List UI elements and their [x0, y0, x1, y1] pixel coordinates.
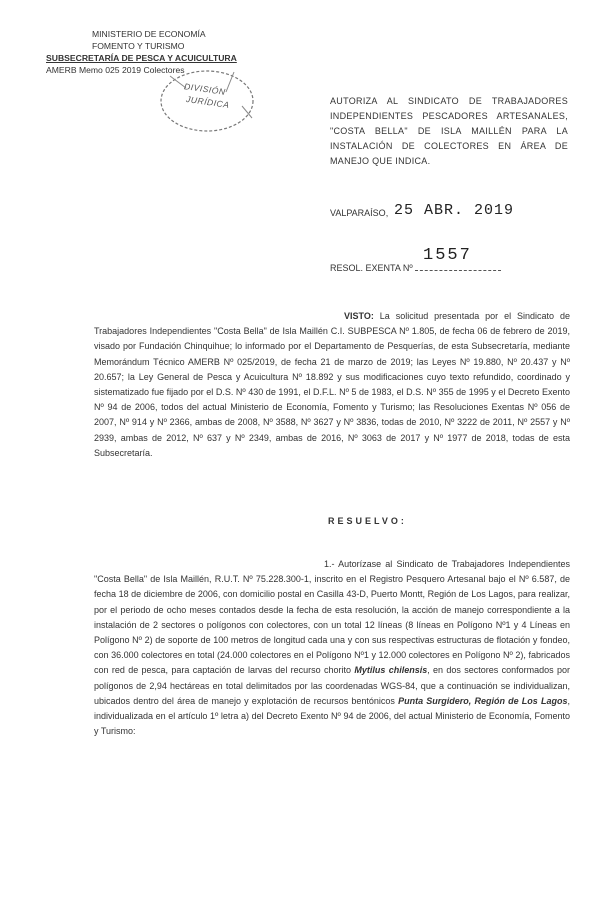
resolution-label: RESOL. EXENTA Nº: [330, 263, 413, 273]
species-name: Mytilus chilensis: [354, 665, 428, 676]
place-label: VALPARAÍSO,: [330, 208, 389, 218]
subsecretaria-name: SUBSECRETARÍA DE PESCA Y ACUICULTURA: [46, 53, 237, 63]
ministry-subname: FOMENTO Y TURISMO: [92, 41, 185, 51]
division-juridica-stamp: [156, 66, 258, 136]
memo-reference: AMERB Memo 025 2019 Colectores: [46, 65, 185, 75]
resolution-summary: AUTORIZA AL SINDICATO DE TRABAJADORES INDEPENDIENTES PESCADORES ARTESANALES, "COSTA BELLA" DE ISLA MAILLÉN PARA LA INSTALACIÓN DE COLECTORES EN ÁREA DE MANEJO QUE INDICA.: [330, 96, 568, 166]
management-area-name: Punta Surgidero, Región de Los Lagos: [398, 695, 568, 706]
visto-label: VISTO:: [344, 311, 374, 321]
article-1-paragraph: [94, 557, 570, 739]
article-1-text-c: , individualizada en el artículo 1º letra a) del Decreto Exento Nº 94 de 2006, del actual Ministerio de Economía, Fomento y Turismo:: [94, 695, 570, 737]
visto-paragraph: [94, 309, 570, 461]
visto-text: La solicitud presentada por el Sindicato de Trabajadores Independientes "Costa Bella" de Isla Maillén C.I. SUBPESCA Nº 1.805, de fecha 06 de febrero de 2019, visado por Fundación Chinquihue; lo informado por el Departamento de Pesquerías, de esta Subsecretaría, mediante Memorándum Técnico AMERB Nº 025/2019, de fecha 21 de marzo de 2019; las Leyes Nº 19.880, Nº 20.437 y Nº 20.657; la Ley General de Pesca y Acuicultura Nº 18.892 y sus modificaciones cuyo texto refundido, coordinado y sistematizado fue fijado por el D.S. Nº 430 de 1991, el D.F.L. Nº 5 de 1983, el D.S. Nº 355 de 1995 y el Decreto Exento Nº 94 de 2006, todos del actual Ministerio de Economía, Fomento y Turismo; las Resoluciones Exentas Nº 056 de 2007, Nº 914 y Nº 2366, ambas de 2008, Nº 3588, Nº 3627 y Nº 3836, todas de 2010, Nº 3222 de 2011, Nº 2557 y Nº 2939, ambas de 2012, Nº 637 y Nº 2349, ambas de 2016, Nº 3063 de 2017 y Nº 1977 de 2018, todas de esta Subsecretaría.: [94, 311, 570, 458]
article-1-text-b: , en dos sectores conformados por polígonos de 2,94 hectáreas en total delimitados por las coordenadas WGS-84, que a continuación se individualizan, ubicados dentro del área de manejo y explotación de recursos bentónicos: [94, 665, 570, 706]
article-1-text-a: 1.- Autorízase al Sindicato de Trabajadores Independientes "Costa Bella" de Isla Maillén, R.U.T. Nº 75.228.300-1, inscrito en el Registro Pesquero Artesanal bajo el Nº 6.587, de fecha 18 de diciembre de 2006, con domicilio postal en Casilla 43-D, Puerto Montt, Región de Los Lagos, para realizar, por el periodo de ocho meses contados desde la fecha de esta resolución, la acción de manejo correspondiente a la instalación de 2 sectores o polígonos con colectores, con un total 12 líneas (8 líneas en Polígono Nº1 y 4 Líneas en Polígono Nº 2) de soporte de 100 metros de longitud cada una y con sus respectivas estructuras de flotación y fondeo, con 36.000 colectores en total (24.000 colectores en el Polígono Nº1 y 12.000 colectores en Polígono Nº 2), fabricados con red de pesca, para captación de larvas del recurso chorito: [94, 559, 570, 676]
stamp-text-division: DIVISIÓN: [183, 81, 227, 97]
resolution-number: 1557: [423, 246, 472, 265]
resolution-date: 25 ABR. 2019: [394, 202, 515, 219]
resolution-label-line: [330, 262, 501, 273]
resuelvo-heading: RESUELVO:: [328, 516, 407, 526]
stamp-text-juridica: JURÍDICA: [185, 94, 231, 110]
ministry-name: MINISTERIO DE ECONOMÍA: [92, 29, 206, 39]
